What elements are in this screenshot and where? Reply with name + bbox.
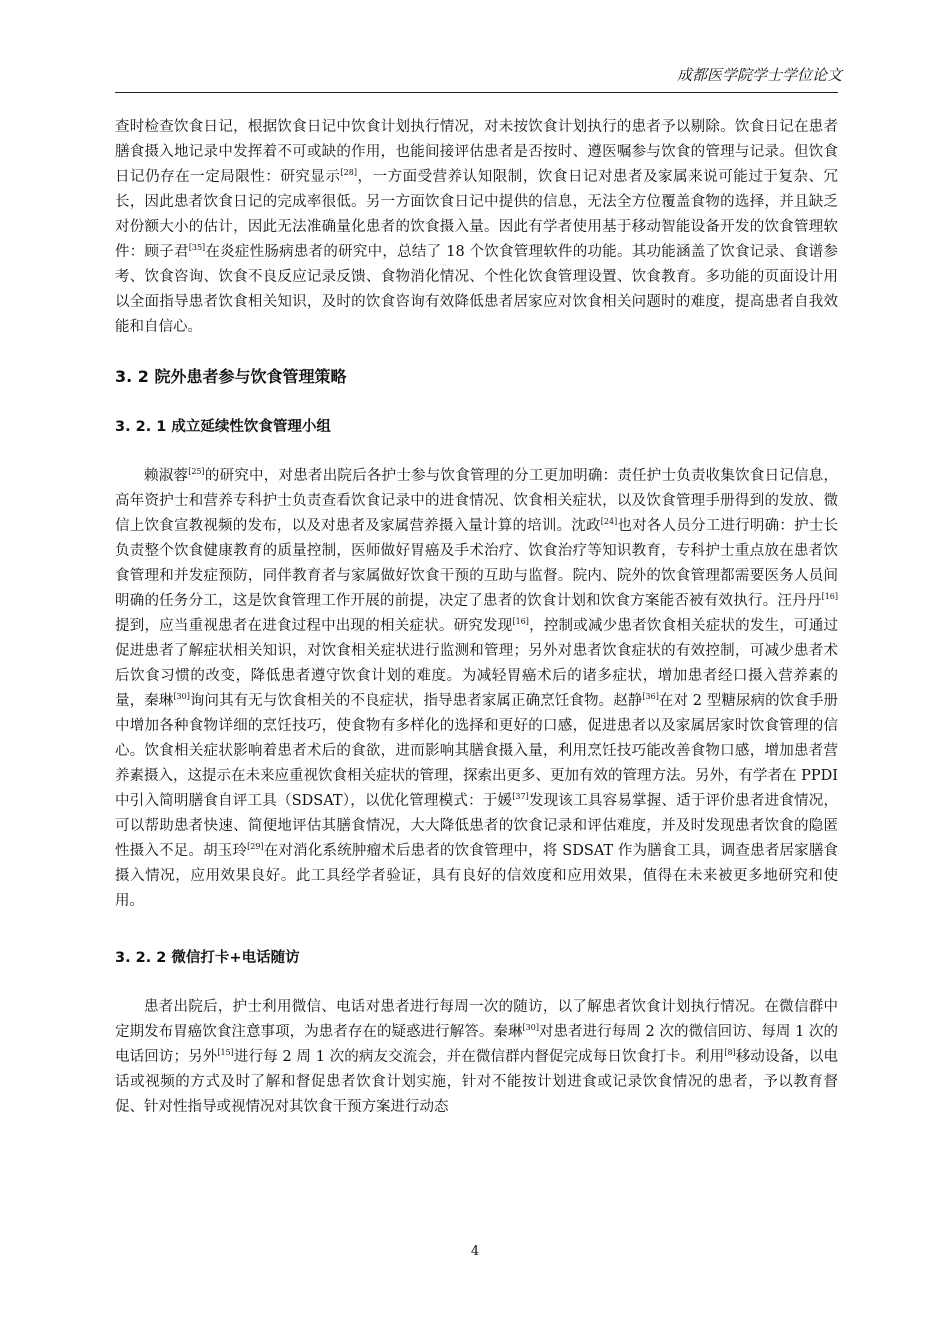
text-run: 对患者进行每周 2 次的微信回访、每周 1 次的电话回访；另外 bbox=[115, 1024, 839, 1065]
citation-ref: [24] bbox=[600, 517, 618, 526]
paragraph-diet-diary bbox=[115, 115, 838, 340]
text-run: 移动设备，以电话或视频的方式及时了解和督促患者饮食计划实施，针对不能按计划进食或记录饮食情况的患者，予以教育督促、针对性指导或视情况对其饮食干预方案进行动态 bbox=[115, 1049, 839, 1115]
text-run: 的研究中，对患者出院后各护士参与饮食管理的分工更加明确：责任护士负责收集饮食日记信息，高年资护士和营养专科护士负责查看饮食记录中的进食情况、饮食相关症状，以及饮食管理手册得到的发放、微信上饮食宣教视频的发布，以及对患者及家属营养摄入量计算的培训。沈政 bbox=[115, 468, 839, 534]
citation-ref: [16] bbox=[512, 617, 529, 626]
text-run: ，控制或减少患者饮食相关症状的发生，可通过促进患者了解症状相关知识，对饮食相关症状进行监测和管理；另外对患者饮食症状的有效控制，可减少患者术后饮食习惯的改变，降低患者遵守饮食计划的难度。为减轻胃癌术后的诸多症状，增加患者经口摄入营养素的量，秦琳 bbox=[115, 618, 839, 709]
page-number: 4 bbox=[470, 1244, 480, 1259]
text-run: ，一方面受营养认知限制，饮食日记对患者及家属来说可能过于复杂、冗长，因此患者饮食日记的完成率很低。另一方面饮食日记中提供的信息，无法全方位覆盖食物的选择，并且缺乏对份额大小的估计，因此无法准确量化患者的饮食摄入量。因此有学者使用基于移动智能设备开发的饮食管理软件：顾子君 bbox=[115, 169, 839, 260]
subsection-heading-3-2-1: 3. 2. 1 成立延续性饮食管理小组 bbox=[115, 419, 331, 435]
citation-ref: [15] bbox=[217, 1048, 234, 1057]
text-run: 发现该工具容易掌握、适于评价患者进食情况，可以帮助患者快速、简便地评估其膳食情况，大大降低患者的饮食记录和评估难度，并及时发现患者饮食的隐匿性摄入不足。胡玉玲 bbox=[115, 793, 839, 859]
paragraph-wechat-followup bbox=[115, 995, 838, 1120]
text-run: 询问其有无与饮食相关的不良症状，指导患者家属正确烹饪食物。赵静 bbox=[189, 693, 643, 709]
text-run: 进行每 2 周 1 次的病友交流会，并在微信群内督促完成每日饮食打卡。利用 bbox=[233, 1049, 725, 1065]
citation-ref: [30] bbox=[522, 1023, 539, 1032]
citation-ref: [35] bbox=[188, 243, 206, 252]
citation-ref: [37] bbox=[512, 792, 529, 801]
text-run: 在对 2 型糖尿病的饮食手册中增加各种食物详细的烹饪技巧，使食物有多样化的选择和更好的口感，促进患者以及家属居家时饮食管理的信心。饮食相关症状影响着患者术后的食欲，进而影响其膳食摄入量，利用烹饪技巧能改善食物口感，增加患者营养素摄入，这提示在未来应重视饮食相关症状的管理，探索出更多、更加有效的管理方法。另外，有学者在 PPDI 中引入简明膳食自评工具（SDSAT），以优化管理模式：于媛 bbox=[115, 693, 839, 809]
text-run: 提到，应当重视患者在进食过程中出现的相关症状。研究发现 bbox=[115, 618, 513, 634]
text-run: 在炎症性肠病患者的研究中，总结了 18 个饮食管理软件的功能。其功能涵盖了饮食记录、食谱参考、饮食咨询、饮食不良反应记录反馈、食物消化情况、个性化饮食管理设置、饮食教育。多功能的页面设计用以全面指导患者饮食相关知识，及时的饮食咨询有效降低患者居家应对饮食相关问题时的难度，提高患者自我效能和自信心。 bbox=[115, 244, 839, 335]
citation-ref: [16] bbox=[821, 592, 838, 601]
text-run: 赖淑蓉 bbox=[144, 468, 189, 484]
paragraph-management-team bbox=[115, 464, 838, 914]
citation-ref: [25] bbox=[188, 467, 205, 476]
subsection-heading-3-2-2: 3. 2. 2 微信打卡+电话随访 bbox=[115, 950, 300, 966]
citation-ref: [28] bbox=[340, 168, 357, 177]
citation-ref: [8] bbox=[724, 1048, 736, 1057]
body-content bbox=[115, 115, 838, 1120]
citation-ref: [29] bbox=[247, 842, 264, 851]
running-header: 成都医学院学士学位论文 bbox=[676, 66, 842, 84]
citation-ref: [30] bbox=[173, 692, 190, 701]
header-rule bbox=[115, 92, 838, 93]
text-run: 患者出院后，护士利用微信、电话对患者进行每周一次的随访，以了解患者饮食计划执行情况。在微信群中定期发布胃癌饮食注意事项，为患者存在的疑惑进行解答。秦琳 bbox=[115, 999, 838, 1040]
text-run: 在对消化系统肿瘤术后患者的饮食管理中，将 SDSAT 作为膳食工具，调查患者居家膳食摄入情况，应用效果良好。此工具经学者验证，具有良好的信效度和应用效果，值得在未来被更多地研究和使用。 bbox=[115, 843, 839, 909]
text-run: 查时检查饮食日记，根据饮食日记中饮食计划执行情况，对未按饮食计划执行的患者予以剔除。饮食日记在患者膳食摄入地记录中发挥着不可或缺的作用，也能间接评估患者是否按时、遵医嘱参与饮食的管理与记录。但饮食日记仍存在一定局限性：研究显示 bbox=[115, 119, 838, 185]
section-heading-3-2: 3. 2 院外患者参与饮食管理策略 bbox=[115, 367, 347, 386]
text-run: 也对各人员分工进行明确：护士长负责整个饮食健康教育的质量控制，医师做好胃癌及手术治疗、饮食治疗等知识教育，专科护士重点放在患者饮食管理和并发症预防，同伴教育者与家属做好饮食干预的互助与监督。院内、院外的饮食管理都需要医务人员间明确的任务分工，这是饮食管理工作开展的前提，决定了患者的饮食计划和饮食方案能否被有效执行。汪丹丹 bbox=[115, 518, 839, 609]
citation-ref: [36] bbox=[642, 692, 659, 701]
